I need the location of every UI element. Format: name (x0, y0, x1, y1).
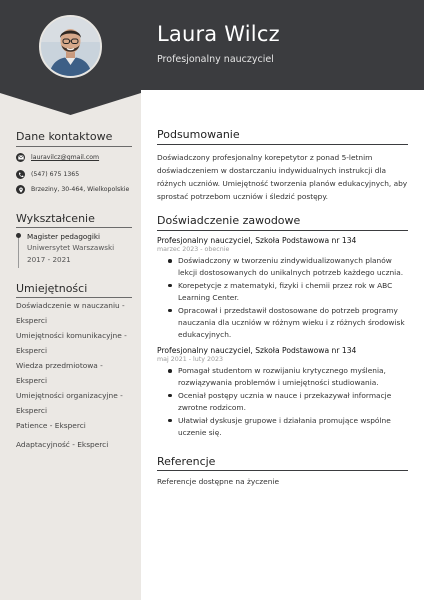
list-item: Pomagał studentom w rozwijaniu krytycznego myślenia, rozwiązywania problemów i umiejętności studiowania. (168, 365, 410, 390)
summary-text: Doświadczony profesjonalny korepetytor z ponad 5-letnim doświadczeniem w dostarczaniu indywidualnych instrukcji dla różnych uczniów. Umiejętność tworzenia planów edukacyjnych, aby sprostać potrzebom uczniów i śledzić postępy. (157, 153, 408, 201)
references-divider (157, 470, 408, 471)
education-divider (16, 227, 132, 228)
education-heading: Wykształcenie (16, 212, 95, 225)
skill-item: Doświadczenie w nauczaniu - Eksperci (16, 301, 125, 325)
skill-item: Adaptacyjność - Eksperci (16, 440, 109, 449)
skill-item: Umiejętności organizacyjne - Eksperci (16, 391, 123, 415)
skills-divider (16, 297, 132, 298)
list-item: Korepetycje z matematyki, fizyki i chemii przez rok w ABC Learning Center. (168, 280, 410, 305)
skills-heading: Umiejętności (16, 282, 88, 295)
job-title: Profesjonalny nauczyciel, Szkoła Podstawowa nr 134 (157, 346, 357, 355)
list-item: Ułatwiał dyskusje grupowe i działania promujące wspólne uczenie się. (168, 415, 410, 440)
job-dates: maj 2021 - luty 2023 (157, 356, 224, 363)
references-text: Referencje dostępne na życzenie (157, 477, 279, 486)
contact-email[interactable] (16, 153, 99, 162)
profile-photo (39, 15, 102, 78)
experience-heading: Doświadczenie zawodowe (157, 214, 301, 227)
location-pin-icon (16, 185, 25, 194)
phone-icon (16, 170, 25, 179)
summary-divider (157, 144, 408, 145)
education-school: Uniwersytet Warszawski (27, 243, 115, 252)
skill-item: Wiedza przedmiotowa - Eksperci (16, 361, 103, 385)
job-dates: marzec 2023 - obecnie (157, 246, 230, 253)
summary-heading: Podsumowanie (157, 128, 240, 141)
envelope-icon (16, 153, 25, 162)
contact-email-text[interactable]: lauravilcz@gmail.com (31, 154, 100, 161)
skill-item: Patience - Eksperci (16, 421, 86, 430)
contact-phone-text: (547) 675 1365 (31, 171, 80, 178)
experience-divider (157, 230, 408, 231)
job-responsibilities (168, 365, 410, 439)
contact-divider (16, 146, 132, 147)
contact-heading: Dane kontaktowe (16, 130, 113, 143)
header-chevron (0, 89, 141, 115)
list-item: Oceniał postępy ucznia w nauce i przekazywał informacje zwrotne rodzicom. (168, 390, 410, 415)
education-degree: Magister pedagogiki (27, 232, 101, 241)
list-item: Opracował i przedstawił dostosowane do potrzeb programy nauczania dla uczniów w różnym wieku i z różnych środowisk edukacyjnych. (168, 305, 410, 342)
candidate-name: Laura Wilcz (157, 22, 280, 46)
skill-item: Umiejętności komunikacyjne - Eksperci (16, 331, 127, 355)
education-years: 2017 - 2021 (27, 255, 71, 264)
education-timeline-line (18, 236, 19, 268)
job-responsibilities (168, 255, 410, 342)
contact-address (16, 185, 129, 194)
job-title: Profesjonalny nauczyciel, Szkoła Podstawowa nr 134 (157, 236, 357, 245)
list-item: Doświadczony w tworzeniu zindywidualizowanych planów lekcji dostosowanych do unikalnych potrzeb każdego ucznia. (168, 255, 410, 280)
candidate-job-title: Profesjonalny nauczyciel (157, 54, 274, 65)
contact-address-text: Brzeziny, 30-464, Wielkopolskie (31, 186, 130, 193)
contact-phone (16, 170, 79, 179)
references-heading: Referencje (157, 455, 216, 468)
education-timeline-dot (16, 233, 21, 238)
